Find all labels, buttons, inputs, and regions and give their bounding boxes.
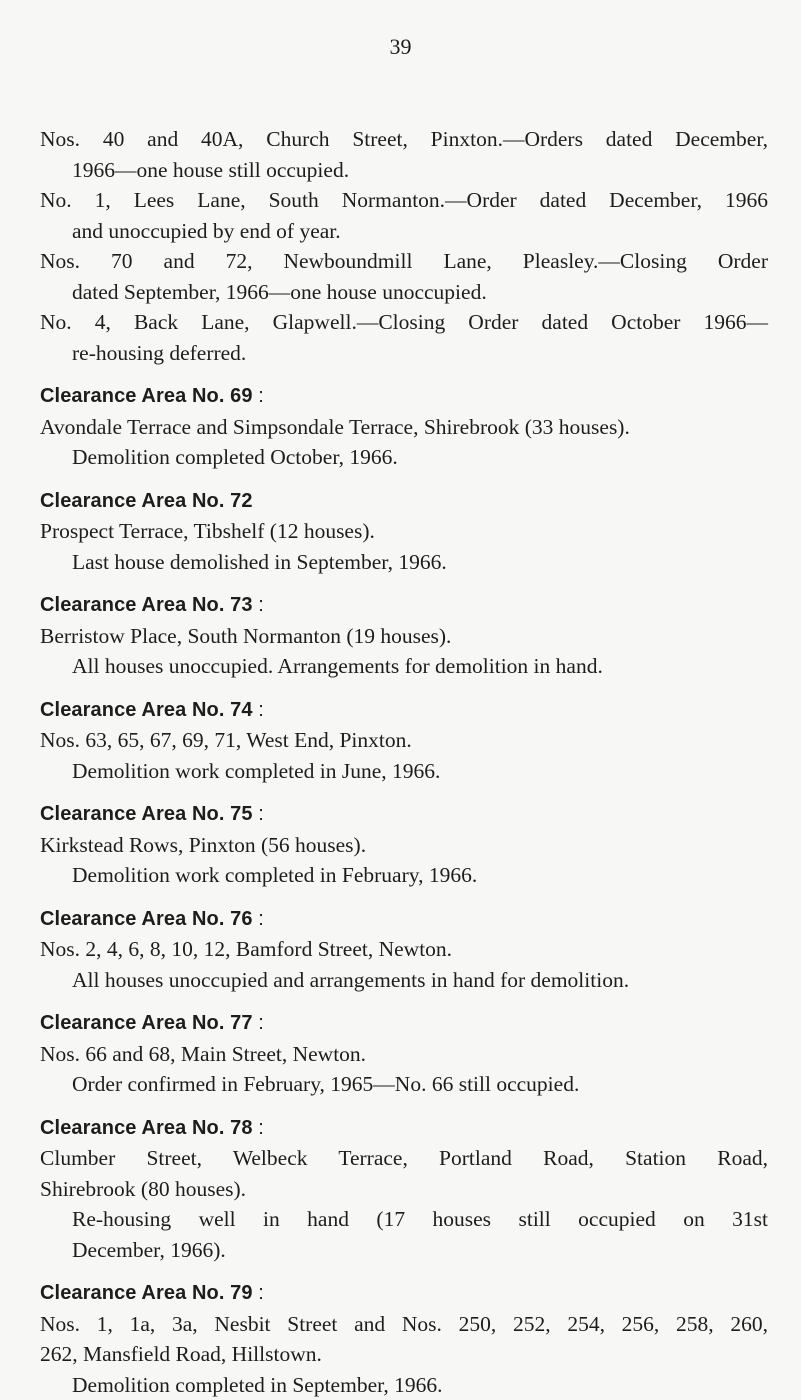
clearance-title: Clearance Area No. 74 <box>40 699 253 721</box>
entry-line: No. 1, Lees Lane, South Normanton.—Order dated December, 1966 <box>40 185 768 216</box>
clearance-heading <box>40 486 768 517</box>
clearance-area <box>40 1113 768 1266</box>
document-body <box>40 124 768 1400</box>
clearance-area <box>40 1278 768 1400</box>
entry-line: re-housing deferred. <box>40 338 768 369</box>
clearance-location: Nos. 66 and 68, Main Street, Newton. <box>40 1039 768 1070</box>
clearance-area <box>40 381 768 473</box>
clearance-location: Nos. 2, 4, 6, 8, 10, 12, Bamford Street, Newton. <box>40 934 768 965</box>
clearance-colon: : <box>253 803 264 825</box>
clearance-detail: All houses unoccupied and arrangements in hand for demolition. <box>40 965 768 996</box>
clearance-title: Clearance Area No. 76 <box>40 908 253 930</box>
clearance-heading <box>40 1278 768 1309</box>
clearance-colon: : <box>253 699 264 721</box>
clearance-area <box>40 799 768 891</box>
clearance-detail: Demolition work completed in June, 1966. <box>40 756 768 787</box>
clearance-area <box>40 590 768 682</box>
order-entry <box>40 307 768 368</box>
clearance-area <box>40 486 768 578</box>
order-entry <box>40 124 768 185</box>
clearance-detail: Re-housing well in hand (17 houses still occupied on 31st <box>40 1204 768 1235</box>
clearance-title: Clearance Area No. 69 <box>40 385 253 407</box>
clearance-colon: : <box>253 594 264 616</box>
clearance-detail: All houses unoccupied. Arrangements for demolition in hand. <box>40 651 768 682</box>
clearance-detail: December, 1966). <box>40 1235 768 1266</box>
clearance-colon: : <box>253 385 264 407</box>
order-entry <box>40 246 768 307</box>
clearance-colon: : <box>253 908 264 930</box>
clearance-heading <box>40 1113 768 1144</box>
clearance-title: Clearance Area No. 77 <box>40 1012 253 1034</box>
clearance-heading <box>40 590 768 621</box>
clearance-heading <box>40 1008 768 1039</box>
clearance-area <box>40 1008 768 1100</box>
entry-line: No. 4, Back Lane, Glapwell.—Closing Order dated October 1966— <box>40 307 768 338</box>
entry-line: and unoccupied by end of year. <box>40 216 768 247</box>
clearance-location: Clumber Street, Welbeck Terrace, Portland Road, Station Road, <box>40 1143 768 1174</box>
entry-line: 1966—one house still occupied. <box>40 155 768 186</box>
clearance-title: Clearance Area No. 73 <box>40 594 253 616</box>
clearance-heading <box>40 381 768 412</box>
clearance-location: Prospect Terrace, Tibshelf (12 houses). <box>40 516 768 547</box>
clearance-location: Berristow Place, South Normanton (19 houses). <box>40 621 768 652</box>
clearance-colon: : <box>253 1012 264 1034</box>
clearance-location: Kirkstead Rows, Pinxton (56 houses). <box>40 830 768 861</box>
clearance-location: Shirebrook (80 houses). <box>40 1174 768 1205</box>
clearance-colon: : <box>253 1117 264 1139</box>
clearance-detail: Last house demolished in September, 1966. <box>40 547 768 578</box>
clearance-title: Clearance Area No. 72 <box>40 490 253 512</box>
clearance-area <box>40 695 768 787</box>
clearance-colon: : <box>253 1282 264 1304</box>
clearance-detail: Demolition completed in September, 1966. <box>40 1370 768 1400</box>
entry-line: Nos. 70 and 72, Newboundmill Lane, Pleasley.—Closing Order <box>40 246 768 277</box>
clearance-detail: Demolition work completed in February, 1966. <box>40 860 768 891</box>
order-entry <box>40 185 768 246</box>
clearance-title: Clearance Area No. 78 <box>40 1117 253 1139</box>
page-number: 39 <box>0 34 801 60</box>
clearance-detail: Demolition completed October, 1966. <box>40 442 768 473</box>
clearance-title: Clearance Area No. 75 <box>40 803 253 825</box>
clearance-location: Nos. 63, 65, 67, 69, 71, West End, Pinxton. <box>40 725 768 756</box>
clearance-detail: Order confirmed in February, 1965—No. 66 still occupied. <box>40 1069 768 1100</box>
clearance-title: Clearance Area No. 79 <box>40 1282 253 1304</box>
clearance-location: Avondale Terrace and Simpsondale Terrace, Shirebrook (33 houses). <box>40 412 768 443</box>
clearance-location: Nos. 1, 1a, 3a, Nesbit Street and Nos. 250, 252, 254, 256, 258, 260, <box>40 1309 768 1340</box>
clearance-location: 262, Mansfield Road, Hillstown. <box>40 1339 768 1370</box>
entry-line: Nos. 40 and 40A, Church Street, Pinxton.—Orders dated December, <box>40 124 768 155</box>
clearance-heading <box>40 904 768 935</box>
clearance-heading <box>40 695 768 726</box>
entry-line: dated September, 1966—one house unoccupied. <box>40 277 768 308</box>
clearance-area <box>40 904 768 996</box>
clearance-heading <box>40 799 768 830</box>
